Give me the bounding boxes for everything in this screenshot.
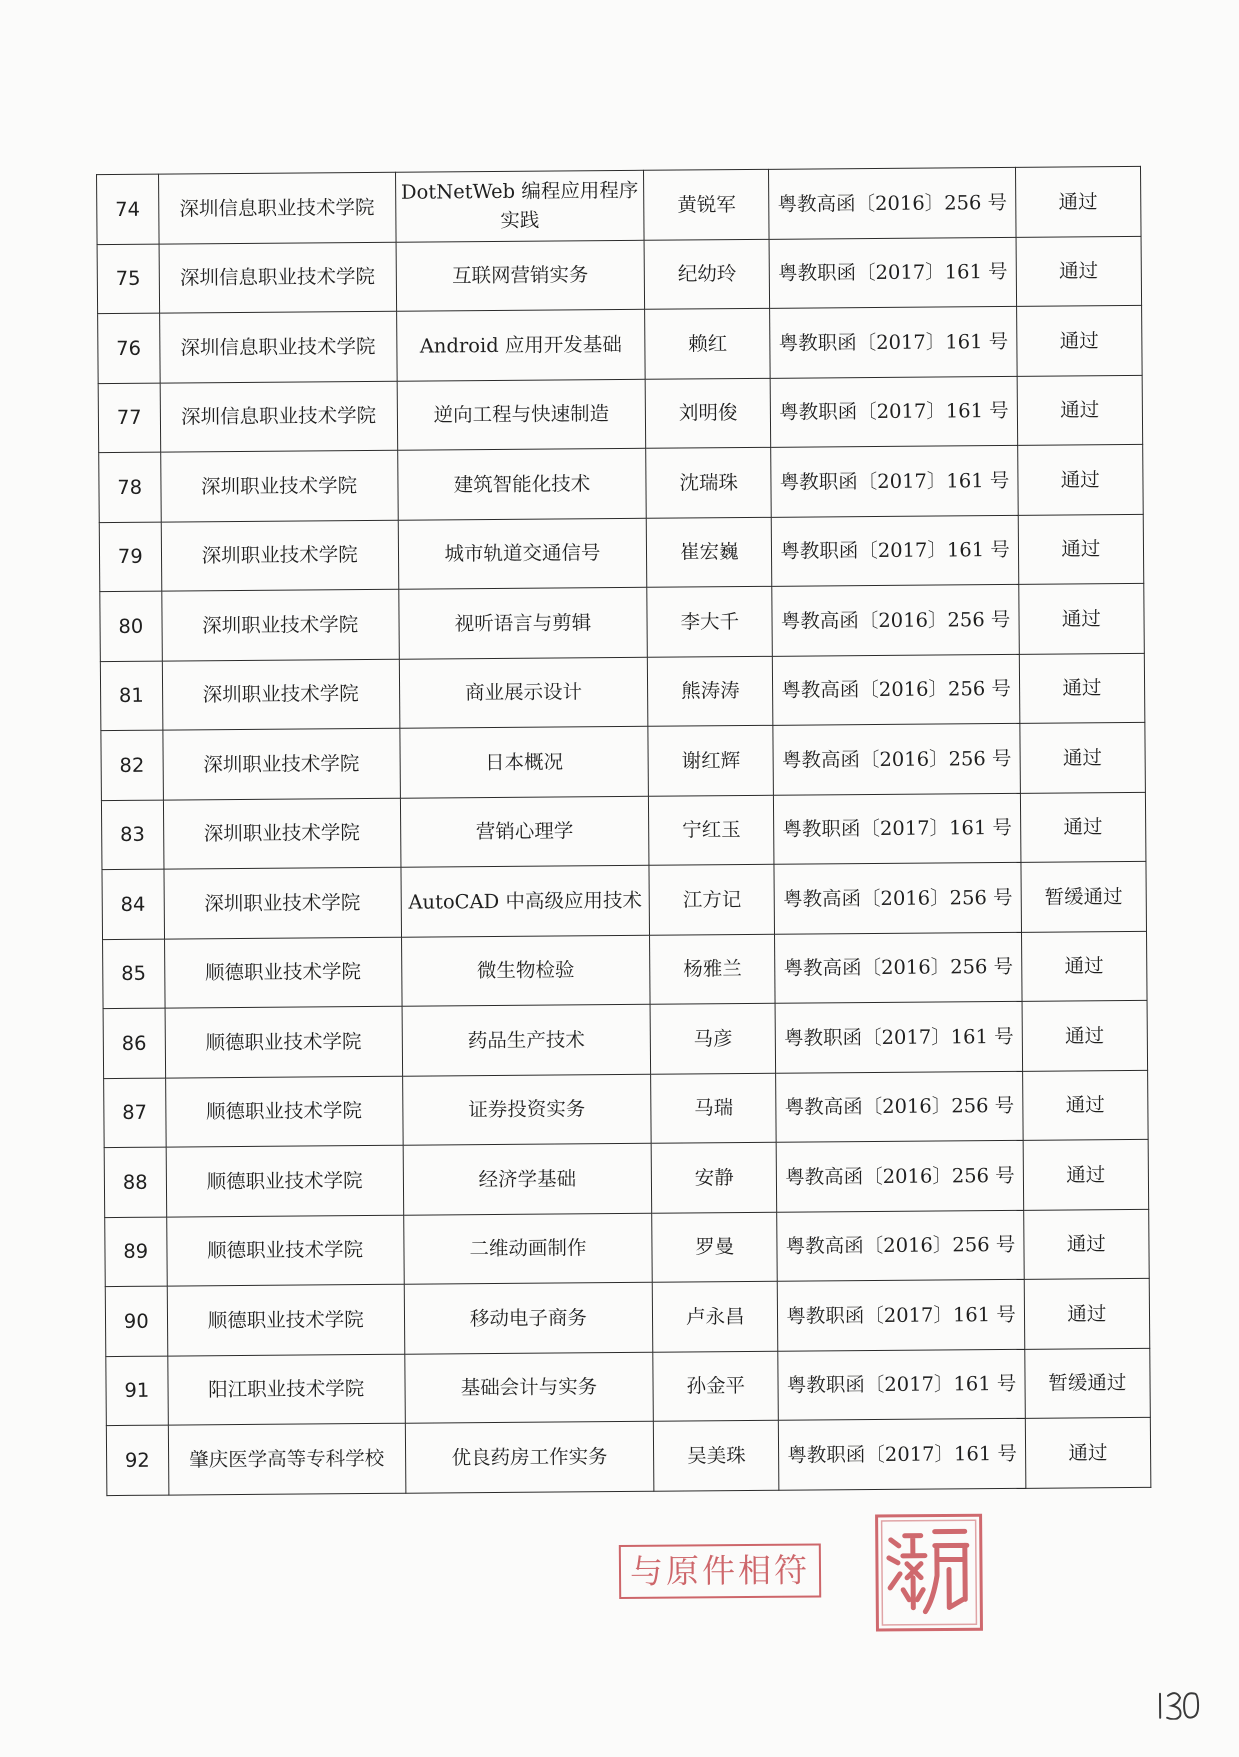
course-name: 经济学基础 (403, 1143, 652, 1214)
course-name: 优良药房工作实务 (405, 1421, 654, 1492)
table-row (105, 1209, 1150, 1287)
teacher-name: 吴美珠 (653, 1420, 779, 1490)
table-row (100, 653, 1145, 731)
table-row (101, 792, 1146, 870)
teacher-name: 卢永昌 (652, 1281, 778, 1351)
school-name: 深圳职业技术学院 (164, 867, 402, 938)
table-row (99, 514, 1144, 592)
table-row (104, 1139, 1149, 1217)
school-name: 深圳信息职业技术学院 (159, 242, 397, 313)
course-name: 视听语言与剪辑 (399, 587, 648, 658)
row-number: 86 (103, 1008, 165, 1078)
review-result: 通过 (1020, 792, 1146, 862)
table-row (97, 166, 1142, 244)
row-number: 92 (106, 1425, 168, 1495)
course-name: 城市轨道交通信号 (398, 518, 647, 589)
row-number: 88 (104, 1147, 166, 1217)
review-result: 通过 (1021, 931, 1147, 1001)
review-result: 暂缓通过 (1021, 861, 1147, 931)
review-result: 通过 (1024, 1278, 1150, 1348)
table-row (100, 583, 1145, 661)
teacher-name: 李大千 (647, 586, 773, 656)
review-result: 通过 (1023, 1139, 1149, 1209)
row-number: 74 (97, 174, 159, 244)
course-name: 基础会计与实务 (405, 1352, 654, 1423)
course-name: AutoCAD 中高级应用技术 (401, 865, 650, 936)
approval-document: 粤教职函〔2017〕161 号 (776, 1001, 1023, 1072)
table-row (97, 236, 1142, 314)
table-row (103, 931, 1148, 1009)
table-row (102, 861, 1147, 939)
school-name: 深圳信息职业技术学院 (160, 381, 398, 452)
teacher-name: 熊涛涛 (647, 656, 773, 726)
table-row (104, 1070, 1149, 1148)
approval-document: 粤教高函〔2016〕256 号 (776, 1071, 1023, 1142)
teacher-name: 安静 (651, 1142, 777, 1212)
row-number: 75 (97, 244, 159, 314)
teacher-name: 纪幼玲 (644, 239, 770, 309)
approval-document: 粤教职函〔2017〕161 号 (772, 515, 1019, 586)
table-row (103, 1000, 1148, 1078)
table-row (98, 305, 1143, 383)
approval-document: 粤教高函〔2016〕256 号 (773, 654, 1020, 725)
review-result: 通过 (1022, 1070, 1148, 1140)
school-name: 深圳职业技术学院 (162, 659, 400, 730)
approval-document: 粤教职函〔2017〕161 号 (770, 237, 1017, 308)
school-name: 深圳职业技术学院 (160, 450, 398, 521)
seal-stamp (873, 1511, 986, 1634)
course-name: 建筑智能化技术 (397, 448, 646, 519)
row-number: 91 (106, 1356, 168, 1426)
approval-document: 粤教高函〔2016〕256 号 (773, 723, 1020, 794)
school-name: 深圳职业技术学院 (161, 520, 399, 591)
review-result: 通过 (1017, 375, 1143, 445)
approval-document: 粤教高函〔2016〕256 号 (772, 584, 1019, 655)
school-name: 顺德职业技术学院 (166, 1215, 404, 1286)
teacher-name: 杨雅兰 (650, 934, 776, 1004)
school-name: 深圳信息职业技术学院 (158, 172, 396, 243)
review-result: 通过 (1019, 653, 1145, 723)
review-result: 通过 (1018, 514, 1144, 584)
review-result: 通过 (1023, 1209, 1149, 1279)
table-row (106, 1348, 1151, 1426)
review-result: 通过 (1025, 1417, 1151, 1487)
review-result: 通过 (1022, 1000, 1148, 1070)
approval-document: 粤教职函〔2017〕161 号 (778, 1349, 1025, 1420)
row-number: 76 (98, 313, 160, 383)
teacher-name: 刘明俊 (645, 378, 771, 448)
review-result: 暂缓通过 (1024, 1348, 1150, 1418)
row-number: 81 (100, 661, 162, 731)
table-row (99, 444, 1144, 522)
course-name: 证券投资实务 (402, 1074, 651, 1145)
course-name: 商业展示设计 (399, 657, 648, 728)
teacher-name: 赖红 (645, 308, 771, 378)
course-name: 营销心理学 (400, 796, 649, 867)
review-result: 通过 (1018, 583, 1144, 653)
course-name: Android 应用开发基础 (396, 309, 645, 380)
review-result: 通过 (1017, 444, 1143, 514)
approval-document: 粤教职函〔2017〕161 号 (771, 445, 1018, 516)
teacher-name: 宁红玉 (649, 795, 775, 865)
approval-document: 粤教职函〔2017〕161 号 (770, 306, 1017, 377)
course-name: 日本概况 (400, 726, 649, 797)
course-name: 互联网营销实务 (396, 240, 645, 311)
teacher-name: 谢红辉 (648, 725, 774, 795)
review-result: 通过 (1019, 722, 1145, 792)
school-name: 深圳职业技术学院 (162, 728, 400, 799)
school-name: 顺德职业技术学院 (165, 1006, 403, 1077)
row-number: 83 (101, 800, 163, 870)
school-name: 阳江职业技术学院 (167, 1354, 405, 1425)
course-records-table (96, 166, 1151, 1496)
row-number: 77 (98, 383, 160, 453)
course-name: 二维动画制作 (403, 1213, 652, 1284)
approval-document: 粤教职函〔2017〕161 号 (779, 1418, 1026, 1489)
table-row (101, 722, 1146, 800)
school-name: 顺德职业技术学院 (166, 1145, 404, 1216)
course-name: DotNetWeb 编程应用程序实践 (395, 170, 644, 241)
row-number: 82 (101, 730, 163, 800)
approval-document: 粤教高函〔2016〕256 号 (774, 862, 1021, 933)
teacher-name: 罗曼 (652, 1212, 778, 1282)
row-number: 87 (104, 1078, 166, 1148)
teacher-name: 江方记 (649, 864, 775, 934)
course-name: 药品生产技术 (402, 1004, 651, 1075)
approval-document: 粤教职函〔2017〕161 号 (771, 376, 1018, 447)
row-number: 78 (99, 452, 161, 522)
review-result: 通过 (1015, 166, 1141, 236)
teacher-name: 马彦 (650, 1003, 776, 1073)
teacher-name: 孙金平 (653, 1351, 779, 1421)
course-name: 移动电子商务 (404, 1282, 653, 1353)
certification-stamp: 与原件相符 (619, 1543, 821, 1599)
approval-document: 粤教职函〔2017〕161 号 (778, 1279, 1025, 1350)
course-name: 逆向工程与快速制造 (397, 379, 646, 450)
school-name: 深圳职业技术学院 (163, 798, 401, 869)
approval-document: 粤教高函〔2016〕256 号 (775, 932, 1022, 1003)
approval-document: 粤教高函〔2016〕256 号 (769, 167, 1016, 238)
review-result: 通过 (1016, 305, 1142, 375)
approval-document: 粤教高函〔2016〕256 号 (777, 1140, 1024, 1211)
school-name: 顺德职业技术学院 (165, 1076, 403, 1147)
table-row (106, 1417, 1151, 1495)
review-result: 通过 (1016, 236, 1142, 306)
school-name: 深圳信息职业技术学院 (159, 311, 397, 382)
teacher-name: 崔宏巍 (646, 517, 772, 587)
teacher-name: 马瑞 (651, 1073, 777, 1143)
school-name: 深圳职业技术学院 (161, 589, 399, 660)
row-number: 85 (103, 939, 165, 1009)
teacher-name: 沈瑞珠 (646, 447, 772, 517)
row-number: 84 (102, 869, 164, 939)
approval-document: 粤教高函〔2016〕256 号 (777, 1210, 1024, 1281)
handwritten-page-number (1156, 1685, 1200, 1719)
row-number: 79 (99, 522, 161, 592)
school-name: 肇庆医学高等专科学校 (168, 1423, 406, 1494)
table-body (97, 166, 1151, 1495)
approval-document: 粤教职函〔2017〕161 号 (774, 793, 1021, 864)
row-number: 80 (100, 591, 162, 661)
row-number: 89 (105, 1217, 167, 1287)
table-row (98, 375, 1143, 453)
teacher-name: 黄锐军 (644, 169, 770, 239)
course-name: 微生物检验 (401, 935, 650, 1006)
school-name: 顺德职业技术学院 (167, 1284, 405, 1355)
school-name: 顺德职业技术学院 (164, 937, 402, 1008)
row-number: 90 (105, 1286, 167, 1356)
table-row (105, 1278, 1150, 1356)
